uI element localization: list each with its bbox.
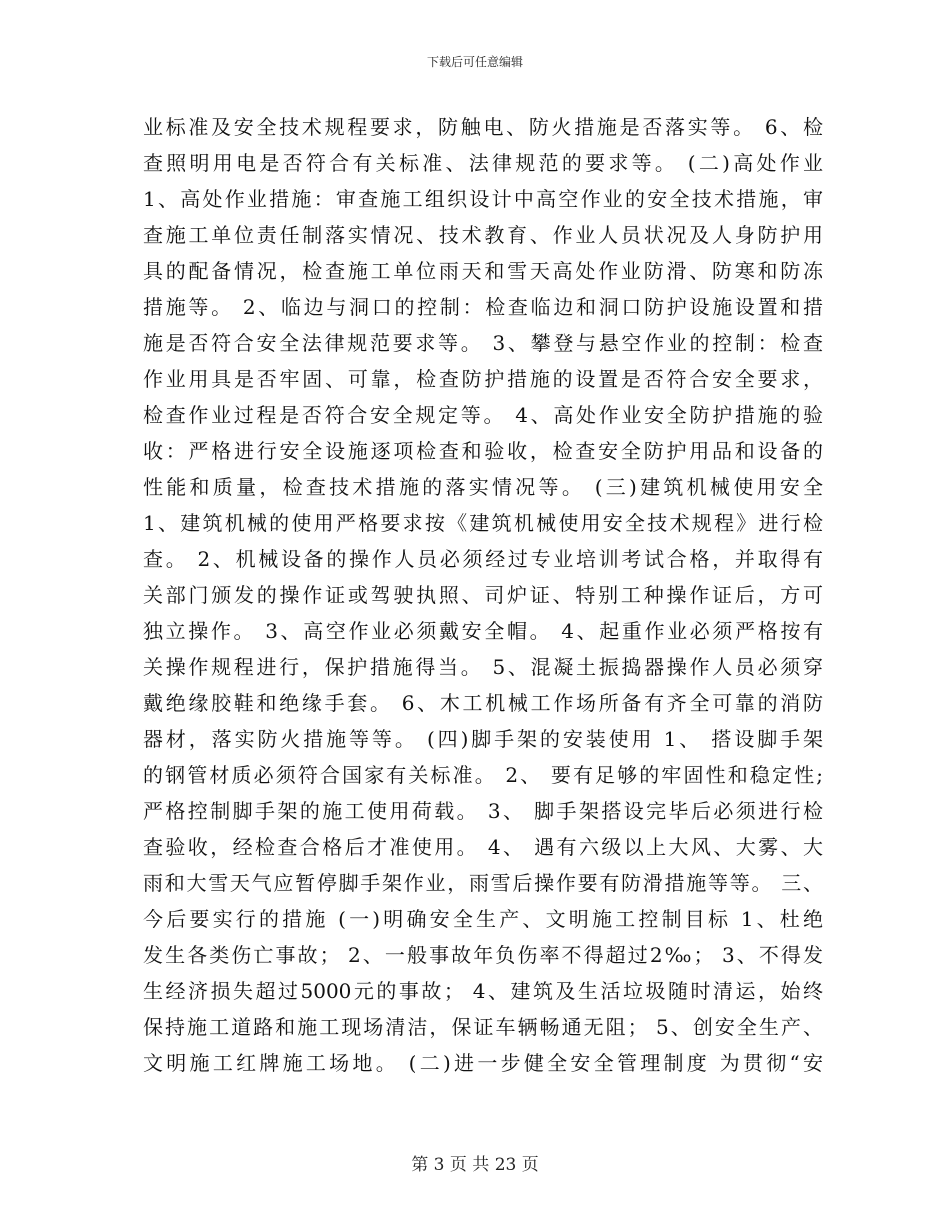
- text-line: 查照明用电是否符合有关标准、法律规范的要求等。 (二)高处作业: [143, 151, 823, 175]
- text-line: 戴绝缘胶鞋和绝缘手套。 6、木工机械工作场所备有齐全可靠的消防: [143, 691, 823, 715]
- text-line: 施是否符合安全法律规范要求等。 3、攀登与悬空作业的控制：检查: [143, 331, 823, 355]
- text-line: 1、高处作业措施：审查施工组织设计中高空作业的安全技术措施，审: [143, 187, 823, 211]
- text-line: 今后要实行的措施 (一)明确安全生产、文明施工控制目标 1、杜绝: [143, 907, 823, 931]
- text-line: 收：严格进行安全设施逐项检查和验收，检查安全防护用品和设备的: [143, 439, 823, 463]
- text-line: 雨和大雪天气应暂停脚手架作业，雨雪后操作要有防滑措施等等。 三、: [143, 871, 823, 895]
- text-line: 关部门颁发的操作证或驾驶执照、司炉证、特别工种操作证后，方可: [143, 583, 823, 607]
- text-line: 文明施工红牌施工场地。 (二)进一步健全安全管理制度 为贯彻“安: [143, 1051, 823, 1075]
- text-line: 保持施工道路和施工现场清洁，保证车辆畅通无阻； 5、创安全生产、: [143, 1015, 823, 1039]
- text-line: 严格控制脚手架的施工使用荷载。 3、 脚手架搭设完毕后必须进行检: [143, 799, 823, 823]
- text-line: 作业用具是否牢固、可靠，检查防护措施的设置是否符合安全要求，: [143, 367, 823, 391]
- body-text: [143, 109, 823, 1081]
- text-line: 查验收，经检查合格后才准使用。 4、 遇有六级以上大风、大雾、大: [143, 835, 823, 859]
- text-line: 具的配备情况，检查施工单位雨天和雪天高处作业防滑、防寒和防冻: [143, 259, 823, 283]
- text-line: 器材，落实防火措施等等。 (四)脚手架的安装使用 1、 搭设脚手架: [143, 727, 823, 751]
- page-header: 下载后可任意编辑: [426, 55, 523, 69]
- text-line: 生经济损失超过5000元的事故； 4、建筑及生活垃圾随时清运，始终: [143, 979, 823, 1003]
- text-line: 关操作规程进行，保护措施得当。 5、混凝土振捣器操作人员必须穿: [143, 655, 823, 679]
- text-line: 业标准及安全技术规程要求，防触电、防火措施是否落实等。 6、检: [143, 115, 823, 139]
- text-line: 性能和质量，检查技术措施的落实情况等。 (三)建筑机械使用安全: [143, 475, 823, 499]
- text-line: 独立操作。 3、高空作业必须戴安全帽。 4、起重作业必须严格按有: [143, 619, 823, 643]
- text-line: 查施工单位责任制落实情况、技术教育、作业人员状况及人身防护用: [143, 223, 823, 247]
- page-footer: 第 3 页 共 23 页: [411, 1155, 539, 1175]
- text-line: 的钢管材质必须符合国家有关标准。 2、 要有足够的牢固性和稳定性;: [143, 763, 823, 787]
- text-line: 1、建筑机械的使用严格要求按《建筑机械使用安全技术规程》进行检: [143, 511, 823, 535]
- text-line: 措施等。 2、临边与洞口的控制：检查临边和洞口防护设施设置和措: [143, 295, 823, 319]
- text-line: 发生各类伤亡事故； 2、一般事故年负伤率不得超过2‰； 3、不得发: [143, 943, 823, 967]
- text-line: 查。 2、机械设备的操作人员必须经过专业培训考试合格，并取得有: [143, 547, 823, 571]
- text-line: 检查作业过程是否符合安全规定等。 4、高处作业安全防护措施的验: [143, 403, 823, 427]
